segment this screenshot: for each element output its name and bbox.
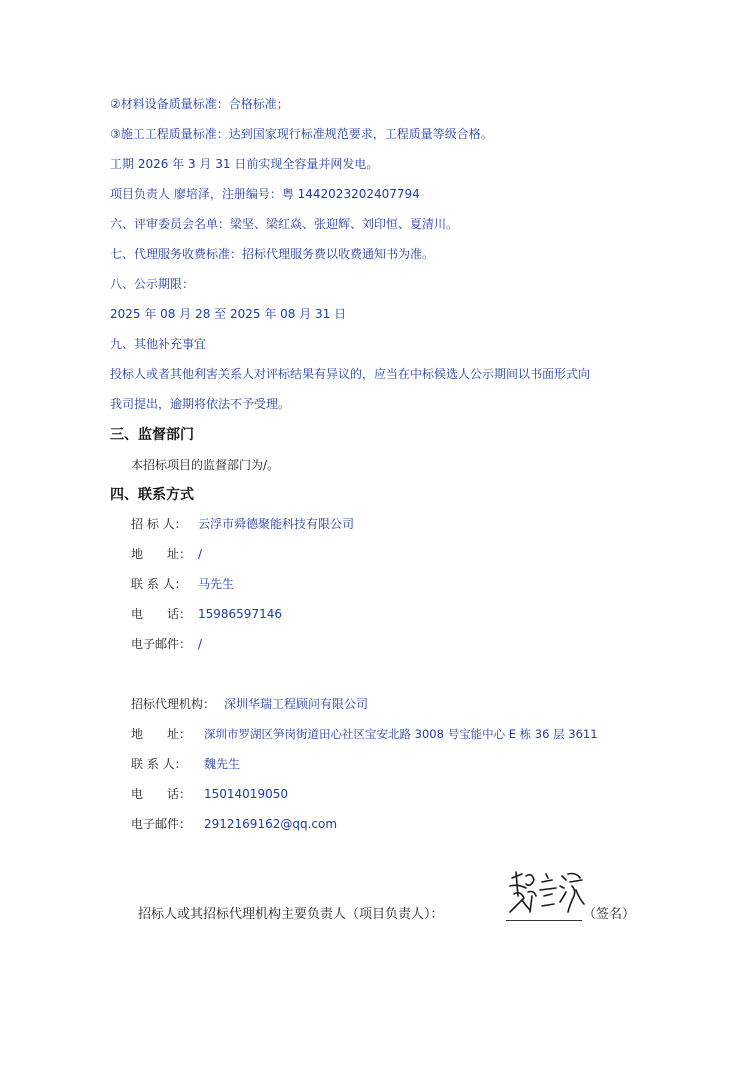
- contact-heading: 四、联系方式: [110, 487, 194, 503]
- publicity-period-dates: 2025 年 08 月 28 至 2025 年 08 月 31 日: [110, 307, 347, 321]
- construction-period: 工期 2026 年 3 月 31 日前实现全容量并网发电。: [110, 157, 379, 171]
- agency-address: 深圳市罗湖区笋岗街道田心社区宝安北路 3008 号宝能中心 E 栋 36 层 3611: [204, 727, 598, 741]
- signature-label: 招标人或其招标代理机构主要负责人（项目负责人）：: [138, 907, 444, 922]
- review-committee-list: 六、评审委员会名单：梁坚、梁红焱、张迎辉、刘印恒、夏清川。: [110, 217, 459, 231]
- quality-standard-materials: ②材料设备质量标准：合格标准；: [110, 97, 289, 111]
- signature-suffix: （签名）: [583, 907, 636, 922]
- tenderer-contact-label: 联 系 人：: [131, 577, 187, 591]
- agency-name: 深圳华瑞工程顾问有限公司: [224, 697, 369, 711]
- handwritten-signature: [506, 866, 586, 922]
- tenderer-name: 云浮市舜德聚能科技有限公司: [198, 517, 355, 531]
- project-manager: 项目负责人 廖培泽，注册编号：粤 1442023202407794: [110, 187, 420, 201]
- supervision-text: 本招标项目的监督部门为/。: [131, 458, 280, 472]
- agency-contact-person: 魏先生: [204, 757, 241, 771]
- quality-standard-construction: ③施工工程质量标准：达到国家现行标准规范要求，工程质量等级合格。: [110, 127, 493, 141]
- publicity-period-heading: 八、公示期限：: [110, 277, 195, 291]
- agency-name-label: 招标代理机构：: [131, 697, 216, 711]
- supervision-heading: 三、监督部门: [110, 427, 194, 443]
- tenderer-name-label: 招 标 人：: [131, 517, 187, 531]
- agency-contact-label: 联 系 人：: [131, 757, 187, 771]
- objection-text-line-1: 投标人或者其他利害关系人对评标结果有异议的，应当在中标候选人公示期间以书面形式向: [110, 367, 591, 381]
- tenderer-phone-label: 电 话：: [131, 607, 192, 621]
- tenderer-email: /: [198, 637, 203, 651]
- agency-fee-standard: 七、代理服务收费标准：招标代理服务费以收费通知书为准。: [110, 247, 435, 261]
- agency-phone-label: 电 话：: [131, 787, 192, 801]
- agency-email-label: 电子邮件：: [131, 817, 192, 831]
- objection-text-line-2: 我司提出，逾期将依法不予受理。: [110, 397, 291, 411]
- agency-phone: 15014019050: [204, 787, 288, 801]
- agency-address-label: 地 址：: [131, 727, 192, 741]
- tenderer-address-label: 地 址：: [131, 547, 192, 561]
- agency-email: 2912169162@qq.com: [204, 817, 338, 831]
- tenderer-email-label: 电子邮件：: [131, 637, 192, 651]
- tenderer-phone: 15986597146: [198, 607, 282, 621]
- tenderer-contact-person: 马先生: [198, 577, 235, 591]
- other-matters-heading: 九、其他补充事宜: [110, 337, 207, 351]
- tenderer-address: /: [198, 547, 203, 561]
